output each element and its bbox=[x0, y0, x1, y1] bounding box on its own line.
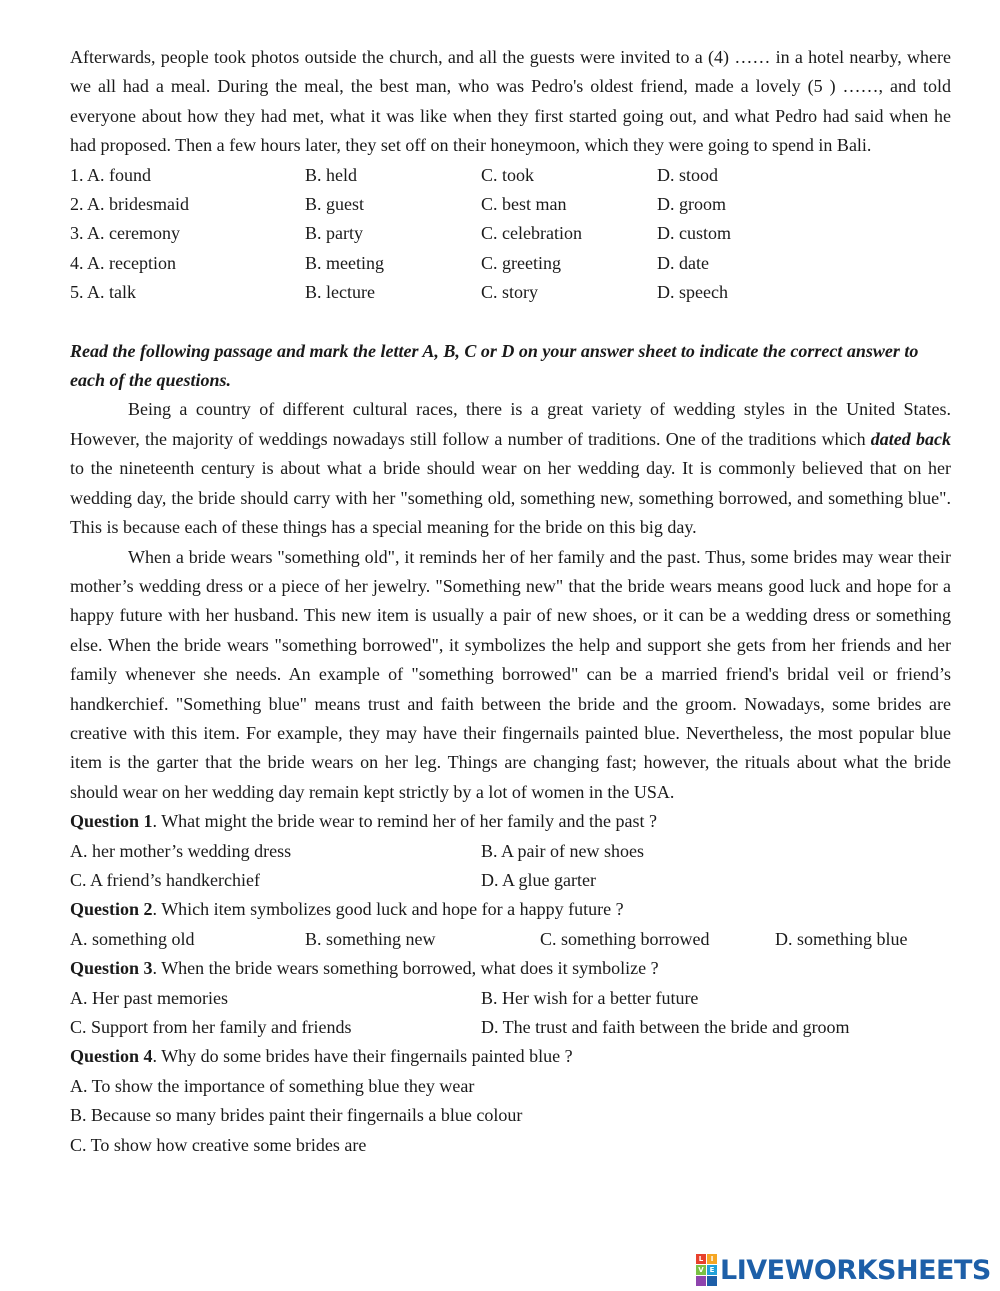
question-2 bbox=[70, 895, 951, 924]
q2-option-d[interactable]: D. something blue bbox=[775, 928, 908, 949]
option-2b[interactable]: B. guest bbox=[305, 194, 365, 215]
option-4c[interactable]: C. greeting bbox=[481, 252, 561, 273]
question-3-options-row-1 bbox=[70, 984, 951, 1013]
question-3 bbox=[70, 954, 951, 983]
liveworksheets-logo bbox=[696, 1255, 991, 1285]
question-1-options-row-2 bbox=[70, 866, 951, 895]
question-1-label: Question 1 bbox=[70, 811, 153, 832]
worksheet-page bbox=[70, 43, 951, 1160]
option-row-5 bbox=[70, 278, 951, 307]
q4-option-c[interactable]: C. To show how creative some brides are bbox=[70, 1134, 367, 1155]
option-2c[interactable]: C. best man bbox=[481, 194, 567, 215]
option-5a[interactable]: 5. A. talk bbox=[70, 282, 136, 303]
option-1a[interactable]: 1. A. found bbox=[70, 164, 151, 185]
question-2-label: Question 2 bbox=[70, 899, 153, 920]
option-3d[interactable]: D. custom bbox=[657, 223, 731, 244]
option-3c[interactable]: C. celebration bbox=[481, 223, 582, 244]
question-1 bbox=[70, 807, 951, 836]
p1-text-after: to the nineteenth century is about what a bride should wear on her wedding day. It is commonly believed that on her wedding day, the bride should carry with her "something old, something new, something borrowed, and something blue". This is because each of these things has a special meaning for the bride on this big day. bbox=[70, 458, 951, 538]
q2-option-a[interactable]: A. something old bbox=[70, 928, 195, 949]
question-3-text: . When the bride wears something borrowed, what does it symbolize ? bbox=[152, 958, 659, 979]
option-5c[interactable]: C. story bbox=[481, 282, 539, 303]
option-4d[interactable]: D. date bbox=[657, 252, 709, 273]
option-row-3 bbox=[70, 219, 951, 248]
reading-instruction: Read the following passage and mark the letter A, B, C or D on your answer sheet to indicate the correct answer to each of the questions. bbox=[70, 340, 919, 391]
q3-option-a[interactable]: A. Her past memories bbox=[70, 987, 228, 1008]
q1-option-a[interactable]: A. her mother’s wedding dress bbox=[70, 840, 292, 861]
question-4-label: Question 4 bbox=[70, 1046, 153, 1067]
logo-blocks-icon bbox=[696, 1254, 717, 1286]
passage-2-paragraph-1 bbox=[70, 395, 951, 542]
q1-option-c[interactable]: C. A friend’s handkerchief bbox=[70, 869, 260, 890]
cloze-options bbox=[70, 161, 951, 308]
question-1-options-row-1 bbox=[70, 837, 951, 866]
option-1c[interactable]: C. took bbox=[481, 164, 535, 185]
question-4 bbox=[70, 1042, 951, 1071]
option-row-1 bbox=[70, 161, 951, 190]
option-1d[interactable]: D. stood bbox=[657, 164, 719, 185]
option-5d[interactable]: D. speech bbox=[657, 282, 728, 303]
option-2a[interactable]: 2. A. bridesmaid bbox=[70, 194, 189, 215]
p1-text-before: Being a country of different cultural races, there is a great variety of wedding styles in the United States. However, the majority of weddings nowadays still follow a number of traditions. One of the traditions which bbox=[70, 399, 951, 449]
passage-1: Afterwards, people took photos outside the church, and all the guests were invited to a (4) …… in a hotel nearby, where we all had a meal. During the meal, the best man, who was Pedro's oldest friend, made a lovely (5 ) ……, and told everyone about how they had met, what it was like when they first started going out, and what Pedro had said when he had proposed. Then a few hours later, they set off on their honeymoon, which they were going to spend in Bali. bbox=[70, 47, 951, 156]
logo-block-1: L bbox=[696, 1254, 706, 1264]
logo-block-6 bbox=[707, 1276, 717, 1286]
q4-option-b[interactable]: B. Because so many brides paint their fingernails a blue colour bbox=[70, 1105, 523, 1126]
logo-block-5 bbox=[696, 1276, 706, 1286]
logo-block-2: I bbox=[707, 1254, 717, 1264]
option-1b[interactable]: B. held bbox=[305, 164, 357, 185]
option-3b[interactable]: B. party bbox=[305, 223, 363, 244]
logo-block-3: V bbox=[696, 1265, 706, 1275]
logo-block-4: E bbox=[707, 1265, 717, 1275]
question-2-text: . Which item symbolizes good luck and hope for a happy future ? bbox=[152, 899, 624, 920]
option-4b[interactable]: B. meeting bbox=[305, 252, 384, 273]
option-2d[interactable]: D. groom bbox=[657, 194, 726, 215]
logo-text: LIVEWORKSHEETS bbox=[720, 1254, 991, 1286]
question-3-label: Question 3 bbox=[70, 958, 153, 979]
option-3a[interactable]: 3. A. ceremony bbox=[70, 223, 180, 244]
question-2-options-row bbox=[70, 925, 951, 954]
option-5b[interactable]: B. lecture bbox=[305, 282, 375, 303]
option-4a[interactable]: 4. A. reception bbox=[70, 252, 176, 273]
question-1-text: . What might the bride wear to remind her of her family and the past ? bbox=[152, 811, 658, 832]
q3-option-c[interactable]: C. Support from her family and friends bbox=[70, 1017, 352, 1037]
option-row-2 bbox=[70, 190, 951, 219]
option-row-4 bbox=[70, 249, 951, 278]
question-4-text: . Why do some brides have their fingernails painted blue ? bbox=[152, 1046, 573, 1067]
emphasis-dated-back: dated back bbox=[870, 428, 951, 449]
q3-option-b[interactable]: B. Her wish for a better future bbox=[481, 987, 699, 1008]
q4-option-a[interactable]: A. To show the importance of something blue they wear bbox=[70, 1075, 475, 1096]
q2-option-b[interactable]: B. something new bbox=[305, 928, 436, 949]
passage-2-paragraph-2: When a bride wears "something old", it reminds her of her family and the past. Thus, some brides may wear their mother’s wedding dress or a piece of her jewelry. "Something new" that the bride wears means good luck and hope for a happy future with her husband. This new item is usually a pair of new shoes, or it can be a wedding dress or something else. When the bride wears "something borrowed", it symbolizes the help and support she gets from her friends and her family whenever she needs. An example of "something borrowed" can be a married friend's bridal veil or friend’s handkerchief. "Something blue" means trust and faith between the bride and the groom. Nowadays, some brides are creative with this item. For example, they may have their fingernails painted blue. Nevertheless, the most popular blue item is the garter that the bride wears on her leg. Things are changing fast; however, the rituals about what the bride should wear on her wedding day remain kept strictly by a lot of women in the USA. bbox=[70, 546, 951, 802]
question-3-options-row-2 bbox=[70, 1013, 951, 1042]
q2-option-c[interactable]: C. something borrowed bbox=[540, 928, 710, 949]
q1-option-d[interactable]: D. A glue garter bbox=[481, 869, 596, 890]
q1-option-b[interactable]: B. A pair of new shoes bbox=[481, 840, 644, 861]
q3-option-d[interactable]: D. The trust and faith between the bride and groom bbox=[481, 1017, 850, 1037]
